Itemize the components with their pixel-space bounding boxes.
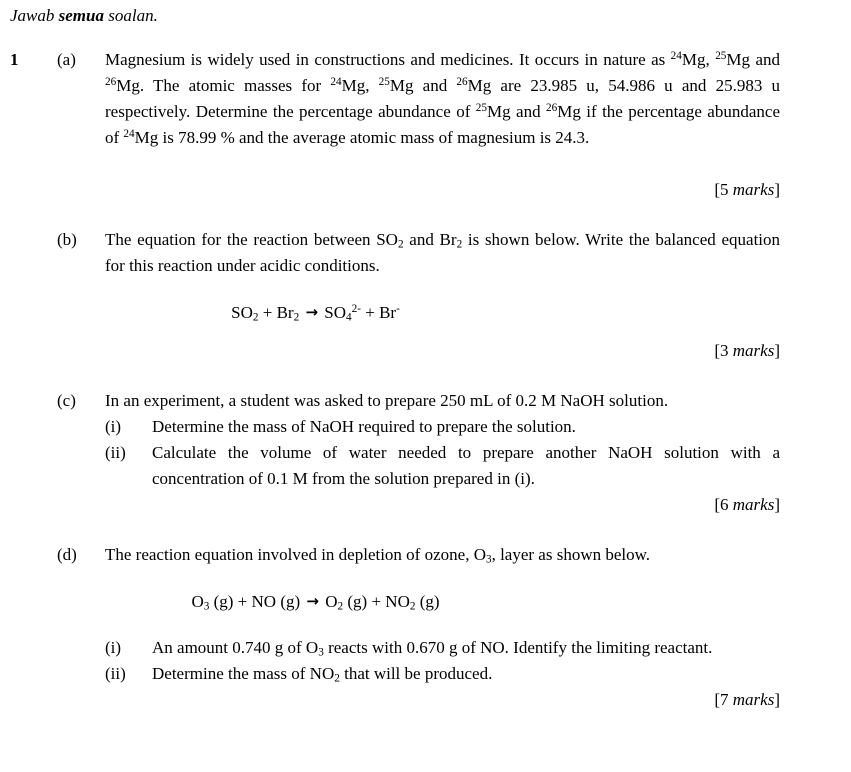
isotope-26-a: 26 [105, 75, 117, 88]
eq-d-plus-1: + [233, 592, 252, 611]
ozone-subscript-d: 3 [485, 553, 492, 566]
instruction-text-before: Jawab [10, 6, 59, 25]
part-a-seg-6: Mg are 23.985 u, 54.986 u and 25.983 u respectively. Determine the percentage abundance of [105, 76, 780, 121]
eq-d-o3-sub: 3 [203, 600, 210, 613]
marks-count-d: 7 [720, 690, 729, 709]
part-d-subitem-ii [105, 661, 780, 687]
eq-b-br-ion: Br [379, 303, 397, 322]
isotope-24-c: 24 [123, 127, 135, 140]
part-d-sub-i-text-a: An amount 0.740 g of O [152, 638, 319, 657]
equation-d [0, 588, 851, 615]
part-d-subitems [0, 635, 851, 687]
eq-d-o2-sub: 2 [337, 600, 344, 613]
marks-word-c: marks [732, 495, 775, 514]
part-a-seg-4: Mg, [341, 76, 379, 95]
so2-subscript-b: 2 [397, 238, 404, 251]
eq-d-no2: NO [385, 592, 410, 611]
part-b-text-a: The equation for the reaction between SO [105, 230, 398, 249]
eq-b-so4-sub: 4 [346, 311, 352, 324]
question-part-b [0, 227, 851, 279]
marks-count-c: 6 [720, 495, 729, 514]
part-c-subitem-ii-label: (ii) [105, 443, 126, 462]
no2-subscript-sub-ii: 2 [334, 672, 340, 685]
marks-text-b: [3 marks] [714, 341, 780, 360]
part-c-subitem-ii [105, 440, 780, 492]
part-d-subitem-ii-label: (ii) [105, 664, 126, 683]
marks-text-d: [7 marks] [714, 690, 780, 709]
part-c-subitem-i-label: (i) [105, 417, 122, 436]
eq-b-br-charge: - [396, 302, 400, 315]
part-a-seg-7: Mg and [487, 102, 547, 121]
eq-d-plus-2: + [367, 592, 386, 611]
question-1 [0, 47, 851, 713]
marks-text-a: [5 marks] [714, 180, 780, 199]
part-c-subitem-ii-text: Calculate the volume of water needed to prepare another NaOH solution with a concentration of 0.1 M from the solution prepared in (i). [152, 443, 780, 488]
question-part-a [0, 47, 851, 151]
part-d-subitem-i-text [152, 635, 780, 661]
eq-d-o2-state: (g) [343, 592, 368, 611]
part-d-intro-b: , layer as shown below. [491, 545, 651, 564]
part-c-label: (c) [57, 391, 76, 410]
eq-b-br: Br [276, 303, 294, 322]
right-arrow-icon-b: → [305, 303, 319, 321]
eq-b-so4: SO [324, 303, 347, 322]
marks-word-d: marks [732, 690, 775, 709]
isotope-25-b: 25 [378, 75, 390, 88]
eq-d-o2: O [325, 592, 338, 611]
part-c-subitem-i [105, 414, 780, 440]
eq-b-plus-2: + [360, 303, 380, 322]
marks-count-a: 5 [720, 180, 729, 199]
isotope-26-c: 26 [546, 101, 558, 114]
marks-count-b: 3 [720, 341, 729, 360]
part-a-seg-5: Mg and [389, 76, 457, 95]
instruction-line [0, 0, 851, 27]
part-d-sub-i-text-b: reacts with 0.670 g of NO. Identify the limiting reactant. [323, 638, 713, 657]
part-d-sub-ii-text-b: that will be produced. [339, 664, 493, 683]
part-a-label: (a) [57, 50, 76, 69]
eq-b-plus-1: + [258, 303, 277, 322]
part-b-text-c: is shown below. Write the balanced equation for this reaction under acidic conditions. [105, 230, 781, 275]
part-c-subitem-i-text: Determine the mass of NaOH required to prepare the solution. [152, 417, 576, 436]
eq-b-so4-charge: 2- [351, 302, 361, 315]
part-d-subitem-ii-text [152, 661, 780, 687]
instruction-text-bold: semua [58, 6, 104, 25]
part-d-intro-a: The reaction equation involved in depletion of ozone, O [105, 545, 486, 564]
equation-b [0, 299, 851, 326]
eq-d-o3: O [191, 592, 204, 611]
isotope-25-c: 25 [475, 101, 487, 114]
eq-b-so-sub: 2 [252, 311, 259, 324]
marks-part-b [0, 338, 851, 364]
part-d-label: (d) [57, 545, 77, 564]
part-d-sub-ii-text-a: Determine the mass of NO [152, 664, 335, 683]
part-d-subitem-i-label: (i) [105, 638, 122, 657]
marks-word-a: marks [732, 180, 775, 199]
br2-subscript-b: 2 [456, 238, 463, 251]
eq-d-no-state: (g) [276, 592, 301, 611]
part-b-text-b: and Br [403, 230, 457, 249]
isotope-24-b: 24 [330, 75, 342, 88]
marks-part-a [0, 177, 851, 203]
eq-d-no: NO [251, 592, 277, 611]
part-b-label: (b) [57, 230, 77, 249]
eq-b-so: SO [231, 303, 253, 322]
part-c-intro: In an experiment, a student was asked to prepare 250 mL of 0.2 M NaOH solution. [105, 391, 669, 410]
part-a-body [105, 47, 780, 151]
isotope-25-a: 25 [715, 49, 727, 62]
part-a-seg-2: Mg and [726, 50, 780, 69]
marks-word-b: marks [732, 341, 775, 360]
part-a-seg-9: Mg is 78.99 % and the average atomic mass of magnesium is 24.3. [134, 128, 590, 147]
part-d-subitem-i [105, 635, 780, 661]
eq-b-br-sub: 2 [293, 311, 300, 324]
part-d-intro [105, 542, 780, 568]
question-part-c [0, 388, 851, 492]
marks-part-d [0, 687, 851, 713]
part-b-body [105, 227, 780, 279]
marks-text-c: [6 marks] [714, 495, 780, 514]
part-a-seg-8: Mg if the percentage abundance of [105, 102, 780, 147]
isotope-26-b: 26 [456, 75, 468, 88]
eq-d-o3-state: (g) [209, 592, 234, 611]
eq-d-no2-state: (g) [415, 592, 440, 611]
o3-subscript-sub-i: 3 [318, 646, 324, 659]
question-number: 1 [10, 50, 19, 69]
part-a-seg-3: Mg. The atomic masses for [116, 76, 331, 95]
right-arrow-icon-d: → [306, 592, 319, 610]
instruction-text-after: soalan. [103, 6, 158, 25]
part-a-seg-1: Mg, [681, 50, 716, 69]
question-part-d [0, 542, 851, 568]
isotope-24-a: 24 [670, 49, 682, 62]
eq-d-no2-sub: 2 [409, 600, 416, 613]
marks-part-c [0, 492, 851, 518]
part-a-seg-0: Magnesium is widely used in constructions and medicines. It occurs in nature as [105, 50, 671, 69]
